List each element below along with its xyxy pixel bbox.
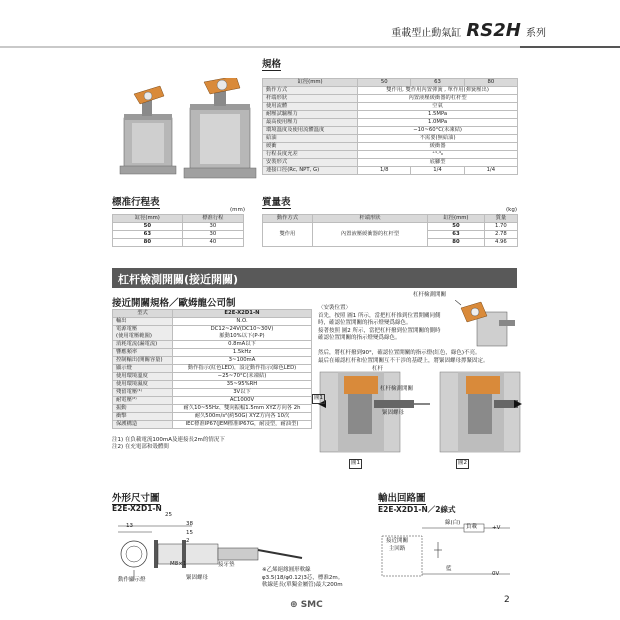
stroke-value: 30	[182, 231, 243, 239]
label-washer: 接牙墊	[218, 562, 235, 568]
dim-13: 13	[126, 523, 133, 529]
switch-row-value: 耐久10~55Hz、雙向振幅1.5mm XYZ方向各 2h	[172, 405, 311, 413]
stroke-bore: 80	[113, 239, 183, 247]
spec-row-value: 內置液壓緩衝器的杠杆型	[358, 95, 518, 103]
spec-port-50: 1/8	[358, 167, 411, 175]
switch-row-label: 控制輸出(開關容量)	[113, 357, 173, 365]
switch-spec-table	[112, 309, 312, 429]
stroke-bore: 50	[113, 223, 183, 231]
spec-row-value: 1.0MPa	[358, 119, 518, 127]
spec-row-label: 安裝形式	[263, 159, 358, 167]
switch-row-value: 動作指示(紅色LED)，設定動作指示(綠色LED)	[172, 365, 311, 373]
stroke-unit: (mm)	[230, 207, 246, 213]
install-note-line: 首先，按照 圖1 所示，當把杠杆推到位置開關同側	[318, 312, 441, 319]
install-note	[318, 305, 458, 343]
switch-header: E2E-X2D1-N	[172, 310, 311, 318]
install-note-tail	[318, 350, 523, 365]
switch-row-value: DC12~24V(DC10~30V) 脈動10%以下(P-P)	[172, 326, 311, 341]
circuit-blue: 藍	[446, 566, 452, 572]
series-prefix: 重載型止動氣缸	[391, 28, 462, 39]
page-number: 2	[504, 595, 510, 605]
circuit-plus: +V	[492, 525, 501, 531]
circuit-title: 輸出回路圖	[378, 493, 426, 504]
circuit-model: E2E-X2D1-N／2線式	[378, 505, 456, 514]
cylinder-illustration	[112, 78, 262, 188]
circuit-wire: 線(白)	[445, 520, 461, 526]
spec-table	[262, 78, 518, 175]
lever-detail-figure	[455, 300, 520, 348]
lever-switch-label-top: 杠杆檢測開關	[413, 292, 447, 298]
install-note-line: 時，確認位置開關的指示燈變爲綠色。	[318, 320, 412, 326]
switch-row-value: 35~95%RH	[172, 381, 311, 389]
mass-header: 缸徑(mm)	[428, 215, 485, 223]
outline-note-line: φ3.5(18/φ0.12)3芯，標准2m。	[262, 574, 344, 581]
header-rule	[0, 46, 520, 48]
install-figures	[318, 366, 523, 472]
outline-title: 外形尺寸圖	[112, 493, 160, 504]
fig1-marker: 圖1	[312, 394, 325, 404]
spec-row-value: 雙作用, 雙作用內置彈簧 , 單作用(彈簧壓出)	[358, 87, 518, 95]
spec-row-label: 給油	[263, 135, 358, 143]
spec-row-label: 杆端形狀	[263, 95, 358, 103]
install-note-line: 最后在確認杠杆和位置開關互不干涉的基礎上，將緊固螺母擰緊固定。	[318, 357, 489, 364]
spec-port-63: 1/4	[411, 167, 464, 175]
switch-row-value: 3~100mA	[172, 357, 311, 365]
label-lever: 杠杆	[372, 366, 384, 372]
spec-row-value: 空氣	[358, 103, 518, 111]
spec-row-label: 行程長度允差	[263, 151, 358, 159]
switch-row-label: 顯示燈	[113, 365, 173, 373]
spec-port-80: 1/4	[464, 167, 517, 175]
switch-row-label: 殘留電壓⁽¹⁾	[113, 389, 173, 397]
outline-note-line: 軟線延長(單獨金屬管)最大200m	[262, 582, 343, 588]
mass-title: 質量表	[262, 197, 291, 208]
spec-bore-80: 80	[464, 79, 517, 87]
switch-row-value: 0.8mA以下	[172, 341, 311, 349]
spec-row-value: 1.5MPa	[358, 111, 518, 119]
mass-header: 杆端形狀	[312, 215, 427, 223]
fig1-label: 圖1	[349, 459, 362, 469]
specs-title: 規格	[262, 59, 282, 70]
mass-action: 雙作用	[263, 223, 313, 247]
stroke-title: 標准行程表	[112, 197, 160, 208]
switch-row-label: 響應頻率	[113, 349, 173, 357]
mass-unit: (kg)	[506, 207, 517, 213]
spec-row-value: 底腳型	[358, 159, 518, 167]
smc-logo	[290, 600, 323, 610]
switch-note: 注2) 在充電部和殼體間	[112, 444, 169, 450]
install-note-line: 確認位置開關的指示燈變爲綠色。	[318, 335, 401, 341]
spec-row-label: 最高使用壓力	[263, 119, 358, 127]
switch-row-label: 保護構造	[113, 421, 173, 429]
switch-header: 型式	[113, 310, 173, 318]
header-rule-dark	[520, 46, 620, 48]
outline-note-line: ※乙烯絕緣圓形軟線	[262, 567, 311, 573]
stroke-value: 30	[182, 223, 243, 231]
mass-bore: 63	[428, 231, 485, 239]
switch-row-value: −25~70°C(未凍結)	[172, 373, 311, 381]
spec-row-value: ⁺¹·⁴₀	[358, 151, 518, 159]
smc-logo-icon: ⊕	[290, 600, 298, 610]
spec-header-label: 缸徑(mm)	[263, 79, 358, 87]
circuit-zero: 0V	[492, 571, 500, 577]
spec-port-label: 連接口徑(Rc, NPT, G)	[263, 167, 358, 175]
switch-row-value: AC1000V	[172, 397, 311, 405]
brand-name: SMC	[300, 600, 323, 610]
lever-switch-band: 杠杆檢測開關(接近開關)	[112, 268, 517, 288]
spec-row-label: 使用流體	[263, 103, 358, 111]
label-outline-nut: 緊固螺母	[186, 575, 209, 581]
mass-value: 4.96	[484, 239, 517, 247]
spec-row-label: 緩衝	[263, 143, 358, 151]
switch-row-label: 消耗電流(漏電流)	[113, 341, 173, 349]
label-nut: 緊固螺母	[382, 410, 405, 416]
spec-row-value: 緩衝器	[358, 143, 518, 151]
spec-bore-63: 63	[411, 79, 464, 87]
switch-row-value: 1.5kHz	[172, 349, 311, 357]
mass-bore: 50	[428, 223, 485, 231]
mass-bore: 80	[428, 239, 485, 247]
spec-bore-50: 50	[358, 79, 411, 87]
stroke-table	[112, 214, 244, 247]
outline-model: E2E-X2D1-N	[112, 504, 162, 513]
dim-15: 15	[186, 530, 193, 536]
switch-row-label: 使用環境濕度	[113, 381, 173, 389]
install-note-line: 然后，將杠杆撥到90°，確認位置開關的指示燈(紅色，綠色)不亮。	[318, 350, 481, 356]
stroke-header: 缸徑(mm)	[113, 215, 183, 223]
dim-25: 25	[165, 512, 172, 518]
switch-row-label: 振動	[113, 405, 173, 413]
install-note-title: 〈安裝位置〉	[318, 305, 352, 311]
mass-table	[262, 214, 518, 247]
mass-rod: 內置液壓緩衝器的杠杆型	[312, 223, 427, 247]
label-lever-switch: 杠杆檢測開關	[380, 386, 414, 392]
switch-row-label: 衝擊	[113, 413, 173, 421]
dim-38: 38	[186, 521, 193, 527]
mass-value: 2.78	[484, 231, 517, 239]
switch-row-label: 電源電壓 (使用電壓範圍)	[113, 326, 173, 341]
spec-row-value: 不需要(無給油)	[358, 135, 518, 143]
spec-row-label: 環境溫度及使用流體溫度	[263, 127, 358, 135]
switch-row-label: 輸出	[113, 318, 173, 326]
circuit-main: 接近開關主回路	[385, 538, 408, 552]
dim-2: 2	[186, 538, 190, 544]
mass-header: 質量	[484, 215, 517, 223]
install-note-line: 接著按照 圖2 所示，當把杠杆撥到位置開關的側時	[318, 327, 441, 334]
switch-row-label: 耐電壓⁽²⁾	[113, 397, 173, 405]
spec-row-value: −10~60°C(未凍結)	[358, 127, 518, 135]
spec-row-label: 動作方式	[263, 87, 358, 95]
stroke-bore: 63	[113, 231, 183, 239]
mass-value: 1.70	[484, 223, 517, 231]
fig2-label: 圖2	[456, 459, 469, 469]
outline-note	[262, 567, 343, 590]
series-code: RS2H	[466, 20, 521, 41]
switch-note: 注1) 在負載電流100mA及連接長2m的情況下	[112, 437, 225, 443]
switch-row-value: 耐久500m/s²(約50G) XYZ方向各 10次	[172, 413, 311, 421]
mass-header: 動作方式	[263, 215, 313, 223]
stroke-value: 40	[182, 239, 243, 247]
series-title	[391, 20, 546, 41]
label-indicator: 動作顯示燈	[118, 577, 146, 583]
stroke-header: 標准行程	[182, 215, 243, 223]
switch-row-label: 使用環境溫度	[113, 373, 173, 381]
spec-row-label: 耐壓試驗壓力	[263, 111, 358, 119]
switch-row-value: 3V以下	[172, 389, 311, 397]
dim-m8: M8×1	[170, 561, 187, 567]
switch-spec-title: 接近開關規格／歐姆龍公司制	[112, 298, 236, 309]
series-suffix: 系列	[526, 28, 546, 39]
circuit-load: 負載	[466, 524, 478, 530]
switch-row-value: IEC標准IP67(JEM標准IP67G，耐浸型，耐油型)	[172, 421, 311, 429]
switch-row-value: N.O.	[172, 318, 311, 326]
